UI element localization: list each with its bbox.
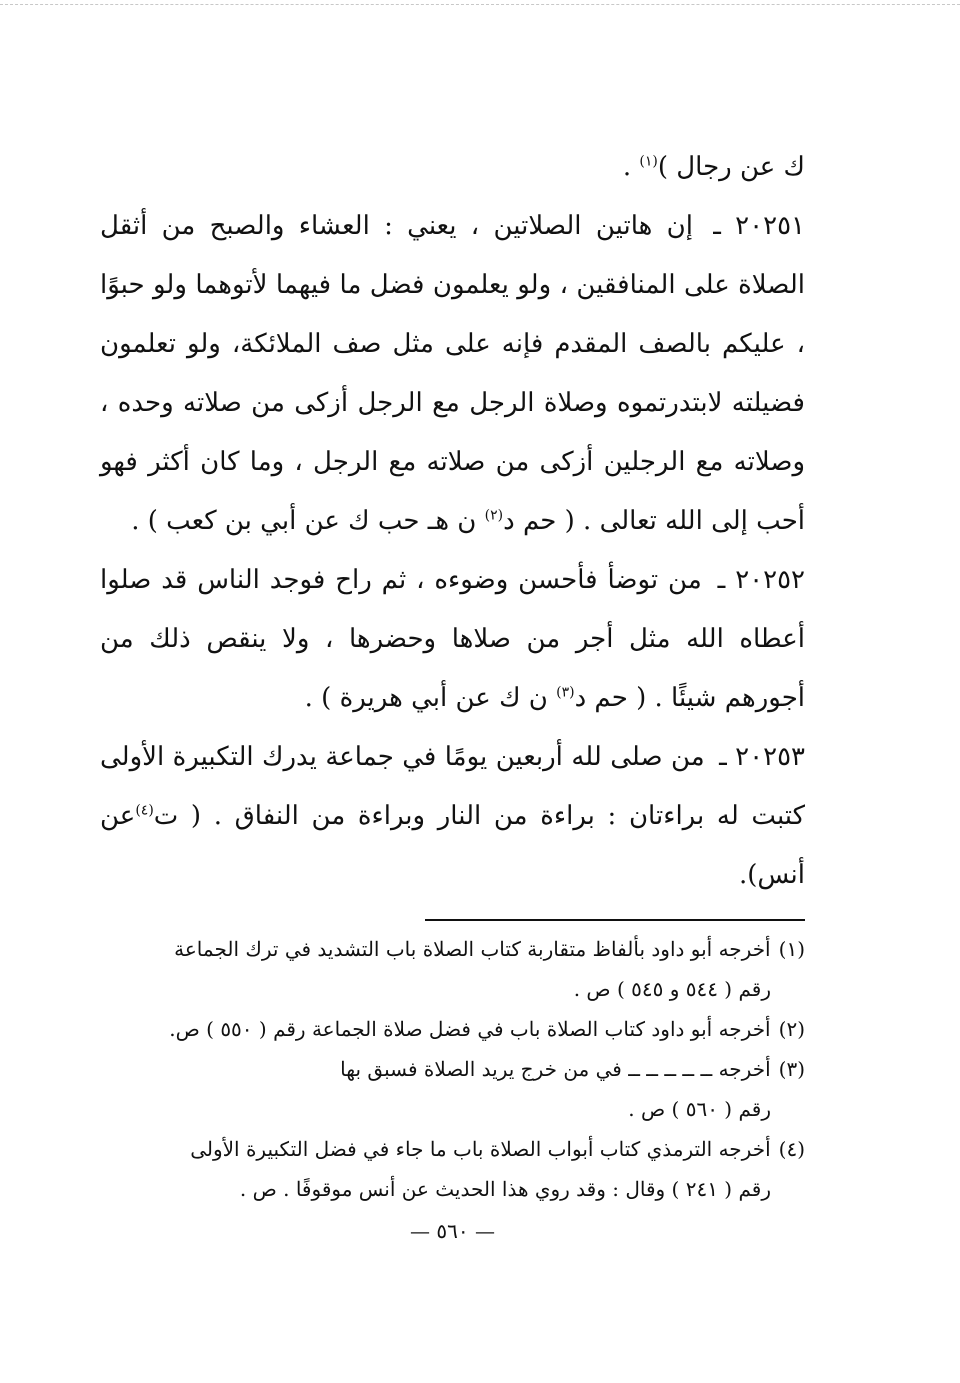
hadith-20251 <box>100 197 805 551</box>
book-page <box>100 138 805 1243</box>
footnote-4 <box>100 1129 805 1209</box>
main-text <box>100 138 805 905</box>
hadith-number: ٢٠٢٥٣ ـ <box>719 742 805 772</box>
footnote-text: أخرجه أبو داود كتاب الصلاة باب في فضل صلاة الجماعة رقم ( ٥٥٠ ) ص. <box>169 1017 771 1041</box>
page-number: — ٥٦٠ — <box>410 1219 495 1243</box>
opening-line-text: ك عن رجال ) <box>657 152 805 182</box>
hadith-text: من توضأ فأحسن وضوءه ، ثم راح فوجد الناس قد صلوا أعطاه الله مثل أجر من صلاها وحضرها ، ولا ينقص ذلك من أجورهم شيئًا . <box>100 565 805 713</box>
footnote-text: أخرجه ــ ــ ــ ــ ــ في من خرج يريد الصلاة فسبق بها <box>340 1057 771 1081</box>
hadith-20252 <box>100 551 805 728</box>
hadith-source-open: ( حم د <box>574 683 647 713</box>
footnote-number: (٤) <box>778 1137 805 1161</box>
footnote-ref-4: (٤) <box>135 802 154 819</box>
footnote-ref-1: (١) <box>639 153 658 170</box>
hadith-source-close: ن هـ حب ك عن أبي بن كعب ) . <box>131 506 485 536</box>
top-scan-rule <box>0 4 960 5</box>
footnote-text-cont: رقم ( ٢٤١ ) وقال : وقد روي هذا الحديث عن أنس موقوفًا . ص . <box>239 1177 771 1201</box>
footnote-ref-2: (٢) <box>484 507 504 524</box>
footnote-number: (٢) <box>778 1017 805 1041</box>
hadith-20253 <box>100 728 805 905</box>
footnote-ref-3: (٣) <box>556 684 575 701</box>
footnotes <box>100 929 805 1209</box>
footnote-1 <box>100 929 805 1009</box>
hadith-text: من صلى لله أربعين يومًا في جماعة يدرك التكبيرة الأولى كتبت له براءتان : براءة من النار وبراءة من النفاق . <box>100 742 806 831</box>
hadith-number: ٢٠٢٥١ ـ <box>713 211 805 241</box>
footnote-text-cont: رقم ( ٥٦٠ ) ص . <box>628 1097 771 1121</box>
hadith-source-open: ( ت <box>153 801 202 831</box>
footnote-divider <box>425 919 805 921</box>
footnote-number: (٣) <box>778 1057 805 1081</box>
footnote-3 <box>100 1049 805 1129</box>
footnote-text-cont: رقم ( ٥٤٤ و ٥٤٥ ) ص . <box>573 977 771 1001</box>
footnote-2 <box>100 1009 805 1049</box>
opening-line <box>100 138 805 197</box>
hadith-number: ٢٠٢٥٢ ـ <box>717 565 806 595</box>
hadith-source-open: ( حم د <box>503 506 575 536</box>
footnote-number: (١) <box>778 937 805 961</box>
opening-line-end: . <box>622 152 640 182</box>
hadith-source-close: عن أنس). <box>100 801 805 890</box>
hadith-source-close: ن ك عن أبي هريرة ) . <box>304 683 557 713</box>
hadith-text: إن هاتين الصلاتين ، يعني : العشاء والصبح من أثقل الصلاة على المنافقين ، ولو يعلمون فضل ما فيهما لأتوهما ولو حبوًا ، عليكم بالصف المقدم فإنه على مثل صف الملائكة، ولو تعلمون فضيلته لابتدرتموه وصلاة الرجل مع الرجل أزكى من صلاته وحده ، وصلاته مع الرجلين أزكى من صلاته مع الرجل ، وما كان أكثر فهو أحب إلى الله تعالى . <box>100 211 805 536</box>
footnote-text: أخرجه أبو داود بألفاظ متقاربة كتاب الصلاة باب التشديد في ترك الجماعة <box>174 937 771 961</box>
footnote-text: أخرجه الترمذي كتاب أبواب الصلاة باب ما جاء في فضل التكبيرة الأولى <box>190 1137 771 1161</box>
